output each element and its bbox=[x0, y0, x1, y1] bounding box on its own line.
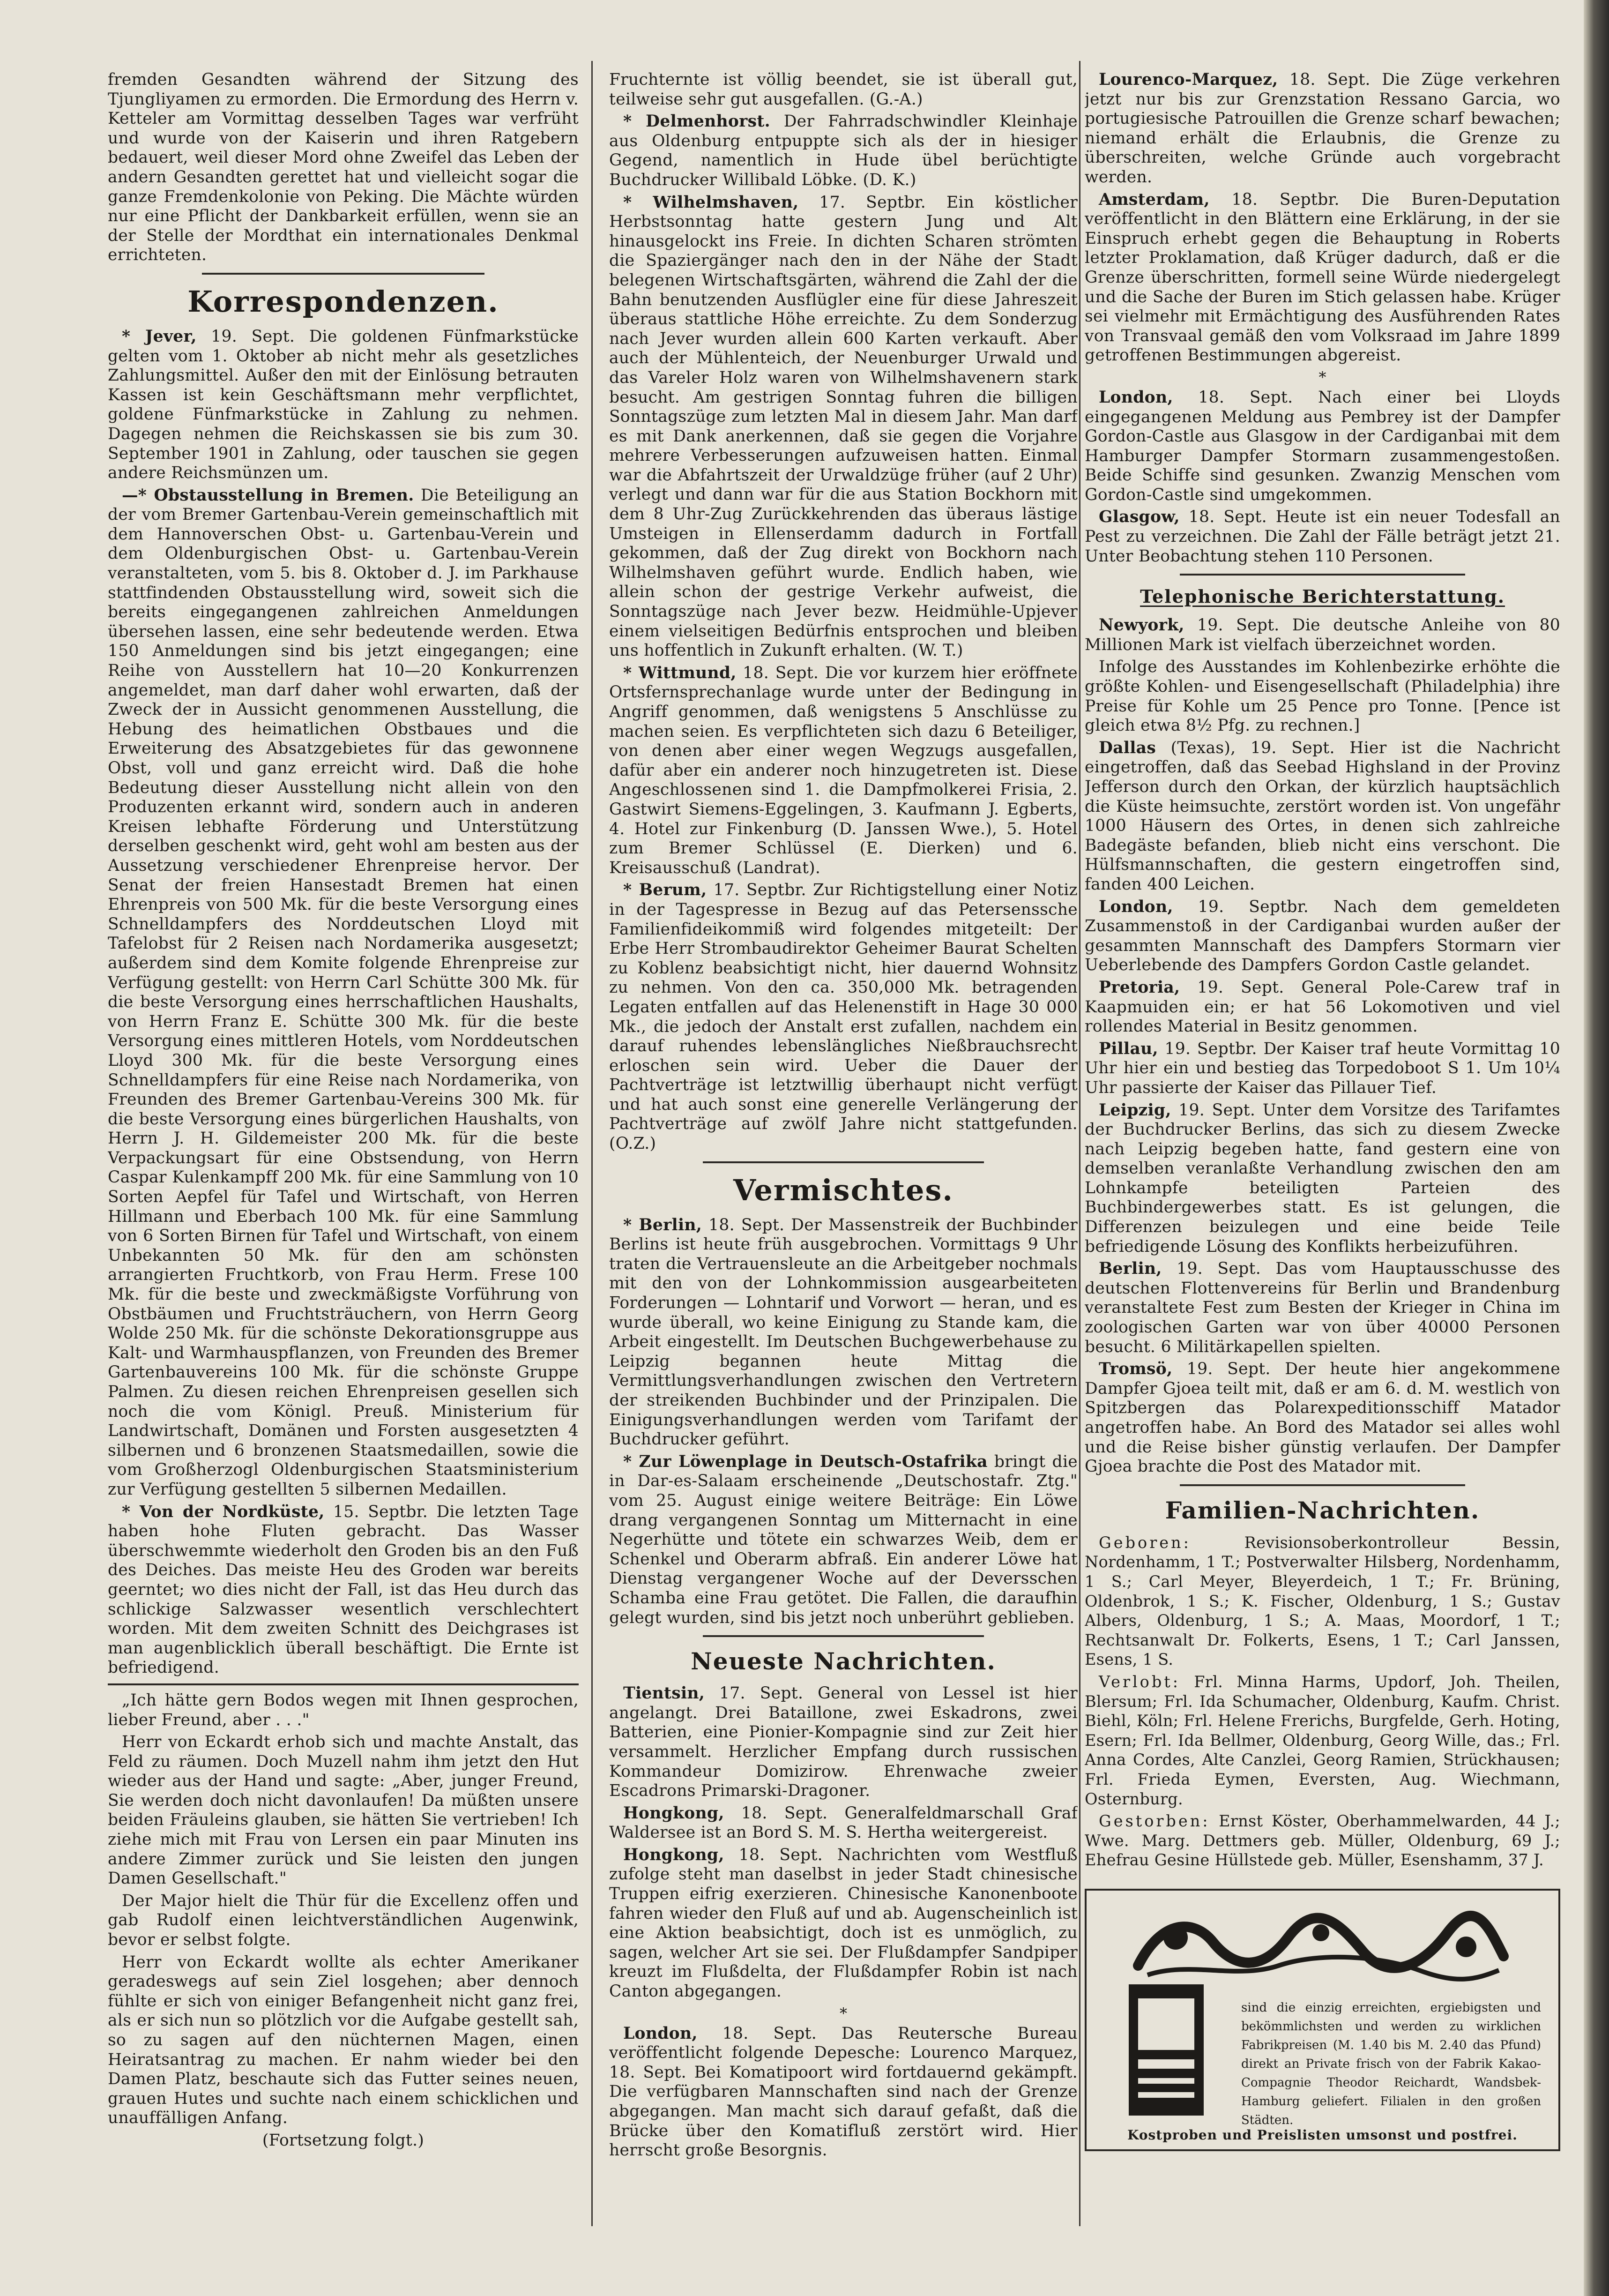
divider bbox=[1180, 1484, 1465, 1486]
dateline: * Berum, bbox=[623, 881, 707, 900]
article-nordkueste bbox=[108, 1503, 579, 1678]
ad-footer-text: Kostproben und Preislisten umsonst und postfrei. bbox=[1127, 2127, 1518, 2143]
dateline: London, bbox=[1099, 388, 1173, 407]
dateline: Lourenco-Marquez, bbox=[1099, 70, 1278, 89]
dateline: London, bbox=[623, 2024, 698, 2043]
article-dallas bbox=[1085, 739, 1560, 895]
article-text: 19. Sept. Die deutsche Anleihe von 80 Millionen Mark ist vielfach überzeichnet worden. bbox=[1085, 616, 1560, 654]
serial-paragraph: Herr von Eckardt erhob sich und machte Anstalt, das Feld zu räumen. Doch Muzell nahm ihm jetzt den Hut wieder aus der Hand und sagte: „Aber, junger Freund, Sie werden doch nicht davonlaufen! Da müßten unsere beiden Fräuleins glauben, sie hätten Sie vertrieben! Ich ziehe mich mit Frau von Lersen ein paar Minuten ins andere Zimmer zurück und Sie leisten den jungen Damen Gesellschaft." bbox=[108, 1733, 579, 1888]
article-continuation: Fruchternte ist völlig beendet, sie ist überall gut, teilweise sehr gut ausgefallen. (G.-A.) bbox=[609, 70, 1078, 109]
dateline: * Wilhelmshaven, bbox=[623, 193, 799, 212]
article-glasgow bbox=[1085, 508, 1560, 566]
notice-text: Ernst Köster, Oberhammelwarden, 44 J.; Wwe. Marg. Dettmers geb. Müller, Oldenburg, 69 J.; Ehefrau Gesine Hüllstede geb. Müller, Esenshamm, 37 J. bbox=[1085, 1812, 1560, 1870]
article-delmenhorst bbox=[609, 112, 1078, 190]
notice-label: Gestorben: bbox=[1099, 1812, 1210, 1831]
divider bbox=[202, 273, 484, 275]
dateline: Tromsö, bbox=[1099, 1360, 1173, 1379]
dateline: —* Obstausstellung in Bremen. bbox=[122, 486, 414, 505]
article-text: Der Fahrradschwindler Kleinhaje aus Oldenburg entpuppte sich als der in hiesiger Gegend, namentlich in Hude übel berüchtigte Buchdrucker Willibald Löbke. (D. K.) bbox=[609, 112, 1078, 189]
dateline: Amsterdam, bbox=[1099, 190, 1210, 209]
section-heading-familien-nachrichten: Familien-Nachrichten. bbox=[1165, 1496, 1480, 1524]
article-text: 19. Septbr. Nach dem gemeldeten Zusammenstoß in der Cardiganbai wurden außer der gesammten Mannschaft des Dampfers Stormarn vier Ueberlebende des Dampfers Gordon Castle gelandet. bbox=[1085, 897, 1560, 975]
section-heading-vermischtes: Vermischtes. bbox=[733, 1173, 953, 1207]
article-text: 15. Septbr. Die letzten Tage haben hohe Fluten gebracht. Das Wasser überschwemmte wiederholt den Groden bis an den Fuß des Deiches. Das meiste Heu des Groden war bereits geerntet; wo dies nicht der Fall, ist das Heu durch das schlickige Salzwasser wesentlich verschlechtert worden. Mit dem zweiten Schnitt des Deichgrases ist man augenblicklich überall beschäftigt. Die Ernte ist befriedigend. bbox=[108, 1502, 579, 1677]
article-text: 18. Sept. Heute ist ein neuer Todesfall an Pest zu verzeichnen. Die Zahl der Fälle beträgt jetzt 21. Unter Beobachtung stehen 110 Personen. bbox=[1085, 508, 1560, 566]
article-wilhelmshaven bbox=[609, 193, 1078, 661]
article-tientsin bbox=[609, 1684, 1078, 1801]
article-hongkong-2 bbox=[609, 1846, 1078, 2002]
dateline: Leipzig, bbox=[1099, 1100, 1171, 1120]
notice-text: Revisionsoberkontrolleur Bessin, Nordenhamm, 1 T.; Postverwalter Hilsberg, Nordenhamm, 1 S.; Carl Meyer, Bleyerdeich, 1 T.; Fr. Brüning, Oldenbrok, 1 S.; K. Fischer, Oldenburg, 1 S.; Gustav Albers, Oldenburg, 1 S.; A. Maas, Moordorf, 1 T.; Rechtsanwalt Dr. Folkerts, Esens, 1 T.; Carl Janssen, Esens, 1 S. bbox=[1085, 1533, 1560, 1669]
article-berum bbox=[609, 881, 1078, 1153]
notice-deaths bbox=[1085, 1811, 1560, 1870]
dateline: Pretoria, bbox=[1099, 978, 1180, 997]
article-text: 19. Septbr. Der Kaiser traf heute Vormittag 10 Uhr hier ein und bestieg das Torpedoboot S 1. Um 10¼ Uhr passierte der Kaiser das Pillauer Tief. bbox=[1085, 1039, 1560, 1097]
article-lourenco-marquez bbox=[1085, 70, 1560, 187]
ad-body-text: sind die einzig erreichten, ergiebigsten und bekömmlichsten und werden zu wirklichen Fabrikpreisen (M. 1.40 bis M. 2.40 das Pfund) direkt an Private frisch von der Fabrik Kakao-Compagnie Theodor Reichardt, Wandsbek-Hamburg geliefert. Filialen in den großen Städten. bbox=[1241, 2000, 1541, 2127]
dateline: * Wittmund, bbox=[623, 663, 737, 682]
notice-text: Frl. Minna Harms, Updorf, Joh. Theilen, Blersum; Frl. Ida Schumacher, Oldenburg, Kaufm. Christ. Biehl, Köln; Frl. Helene Frerichs, Burgfelde, Gerh. Hoting, Esern; Frl. Ida Bellmer, Oldenburg, Georg Wille, das.; Frl. Anna Cordes, Alte Canzlei, Georg Ramien, Strückhausen; Frl. Frieda Eymen, Eversten, Aug. Wiechmann, Osternburg. bbox=[1085, 1672, 1560, 1808]
column-left bbox=[108, 70, 579, 2226]
dateline: London, bbox=[1099, 897, 1173, 916]
article-text: 19. Sept. Der heute hier angekommene Dampfer Gjoea teilt mit, daß er am 6. d. M. westlich von Spitzbergen das Polarexpeditionsschiff Matador angetroffen habe. An Bord des Matador sei alles wohl und die Reise bisher günstig verlaufen. Der Dampfer Gjoea brachte die Post des Matador mit. bbox=[1085, 1360, 1560, 1476]
article-loewenplage bbox=[609, 1452, 1078, 1628]
notice-label: Verlobt: bbox=[1099, 1672, 1181, 1691]
article-text: 18. Sept. Die Züge verkehren jetzt nur bis zur Grenzstation Ressano Garcia, wo portugiesische Patrouillen die Grenze scharf bewachen; niemand erhält die Erlaubnis, die Grenze zu überschreiten, welche Gründe auch vorgebracht werden. bbox=[1085, 70, 1560, 187]
divider bbox=[703, 1635, 984, 1637]
article-text: 18. Sept. Nachrichten vom Westfluß zufolge steht man daselbst in jeder Stadt chinesische Truppen eifrig exerzieren. Chinesische Kanonenboote fahren wieder den Fluß auf und ab. Augenscheinlich ist eine Aktion beabsichtigt, doch ist es unmöglich, zu sagen, welcher Art sie sei. Der Flußdampfer Sandpiper kreuzt im Flußdelta, der Flußdampfer Robin ist nach Canton abgegangen. bbox=[609, 1845, 1078, 2001]
section-heading-korrespondenzen: Korrespondenzen. bbox=[187, 284, 499, 319]
article-london-2 bbox=[1085, 897, 1560, 975]
serial-paragraph: „Ich hätte gern Bodos wegen mit Ihnen gesprochen, lieber Freund, aber . . ." bbox=[108, 1690, 579, 1729]
section-heading-neueste-nachrichten: Neueste Nachrichten. bbox=[691, 1647, 996, 1675]
article-text: 18. Septbr. Die Buren-Deputation veröffentlicht in den Blättern eine Erklärung, in der sie Einspruch erhebt gegen die Behauptung in Roberts letzter Proklamation, daß Krüger dadurch, daß er die Grenze überschritten, formell seine Würde niedergelegt und die Sache der Buren im Stich gelassen habe. Krüger sei vielmehr mit Ermächtigung des Ausführenden Rates von Transvaal gemäß den vom Volksraad im Jahre 1899 getroffenen Bestimmungen abgereist. bbox=[1085, 190, 1560, 365]
column-middle bbox=[609, 70, 1078, 2236]
dateline: Tientsin, bbox=[623, 1684, 705, 1703]
article-tromsoe bbox=[1085, 1360, 1560, 1477]
column-right bbox=[1085, 70, 1560, 2236]
column-rule bbox=[591, 61, 593, 2226]
ad-cocoa-package-image bbox=[1119, 1980, 1213, 2120]
article-text: 17. Sept. General von Lessel ist hier angelangt. Drei Bataillone, zwei Eskadrons, zwei Batterien, eine Pionier-Kompagnie sind zur Zeit hier versammelt. Herzlicher Empfang durch russischen Kommandeur Domizirow. Ehrenwache zweier Escadrons Primarski-Dragoner. bbox=[609, 1684, 1078, 1801]
feuilleton-divider bbox=[108, 1683, 579, 1685]
dateline: * Delmenhorst. bbox=[623, 112, 770, 131]
article-text: 18. Sept. Das Reutersche Bureau veröffentlicht folgende Depesche: Lourenco Marquez, 18. Sept. Bei Komatipoort wird fortdauernd gekämpft. Die verfügbaren Mannschaften sind nach der Grenze abgegangen. Man macht sich darauf gefaßt, daß die Brücke über den Komatifluß zerstört wird. Hier herrscht große Besorgnis. bbox=[609, 2024, 1078, 2160]
serial-continued: (Fortsetzung folgt.) bbox=[262, 2131, 425, 2150]
article-text: 18. Sept. Generalfeldmarschall Graf Waldersee ist an Bord S. M. S. Hertha weitergereist. bbox=[609, 1803, 1078, 1842]
divider bbox=[703, 1161, 984, 1163]
dateline: Berlin, bbox=[1099, 1259, 1162, 1279]
article-text: Die Beteiligung an der vom Bremer Gartenbau-Verein gemeinschaftlich mit dem Hannoverschen Obst- u. Gartenbau-Verein und dem Oldenburgischen Obst- u. Gartenbau-Verein veranstalteten, vom 5. bis 8. Oktober d. J. im Parkhause stattfindenden Obstausstellung wird, soweit sich die bereits eingegangenen zahlreichen Anmeldungen übersehen lassen, eine sehr bedeutende werden. Etwa 150 Anmeldungen sind bis jetzt eingegangen; eine Reihe von Ausstellern hat 10—20 Konkurrenzen angemeldet, man darf daher wohl erwarten, daß der Zweck der in Aussicht genommenen Ausstellung, die Hebung des heimatlichen Obstbaues und die Erweiterung des Absatzgebietes für das gewonnene Obst, voll und ganz erreicht wird. Daß die hohe Bedeutung dieser Ausstellung nicht allein von den Produzenten erkannt wird, sondern auch in anderen Kreisen lebhafte Förderung und Unterstützung derselben geschenkt wird, geht wohl am besten aus der Aussetzung verschiedener Ehrenpreise hervor. Der Senat der freien Hansestadt Bremen hat einen Ehrenpreis von 500 Mk. für die beste Versorgung eines Schnelldampfers des Norddeutschen Lloyd mit Tafelobst für 2 Reisen nach Nordamerika ausgesetzt; außerdem sind dem Komite folgende Ehrenpreise zur Verfügung gestellt: von Herrn Carl Schütte 300 Mk. für die beste Versorgung eines herrschaftlichen Haushalts, von Herrn Franz E. Schütte 300 Mk. für die beste Versorgung eines mittleren Hotels, vom Norddeutschen Lloyd 300 Mk. für die beste Versorgung eines Schnelldampfers für eine Reise nach Nordamerika, von Freunden des Bremer Gartenbau-Vereins 300 Mk. für die beste Versorgung eines bürgerlichen Haushalts, von Herrn J. H. Gildemeister 200 Mk. für die beste Verpackungsart für eine Obstsendung, von Herrn Caspar Kulenkampff 200 Mk. für eine Sammlung von 10 Sorten Aepfel für Tafel und Wirtschaft, von Herren Hillmann und Eberbach 100 Mk. für eine Sammlung von 6 Sorten Birnen für Tafel und Wirtschaft, von einem Unbekannten 50 Mk. für den am schönsten arrangierten Fruchtkorb, von Frau Herm. Frese 100 Mk. für die beste und zweckmäßigste Vorführung von Obstbäumen und Fruchtsträuchern, von Herrn Georg Wolde 250 Mk. für die schönste Dekorationsgruppe aus Kalt- und Warmhauspflanzen, von Freunden des Bremer Gartenbauvereins 100 Mk. für die schönste Gruppe Palmen. Zu diesen reichen Ehrenpreisen gesellen sich noch die vom Königl. Preuß. Ministerium für Landwirtschaft, Domänen und Forsten ausgesetzten 4 silbernen und 6 bronzenen Staatsmedaillen, sowie die vom Großherzogl Oldenburgischen Staatsministerium zur Verfügung gestellten 5 silbernen Medaillen. bbox=[108, 486, 579, 1499]
dateline: * Berlin, bbox=[623, 1215, 702, 1234]
article-text: 18. Sept. Die vor kurzem hier eröffnete Ortsfernsprechanlage wurde unter der Bedingung in Angriff genommen, daß wenigstens 5 Anschlüsse zu machen seien. Es verpflichteten sich dazu 6 Beteiliger, von denen aber einer wegen Wegzugs ausgefallen, dafür aber ein anderer noch hinzugetreten ist. Diese Angeschlossenen sind 1. die Dampfmolkerei Frisia, 2. Gastwirt Siemens-Eggelingen, 3. Kaufmann J. Egberts, 4. Hotel zur Finkenburg (D. Janssen Wwe.), 5. Hotel zum Bremer Schlüssel (E. Dierken) und 6. Kreisausschuß (Landrat). bbox=[609, 663, 1078, 877]
scan-border bbox=[1584, 0, 1609, 2296]
article-text: (Texas), 19. Sept. Hier ist die Nachricht eingetroffen, daß das Seebad Highsland in der Provinz Jefferson durch den Orkan, der kürzlich hauptsächlich die Küste heimsuchte, zerstört worden ist. Von ungefähr 1000 Häusern des Ortes, in denen sich zahlreiche Badegäste befanden, blieb nicht eins verschont. Die Hülfsmannschaften, die gestern eingetroffen sind, fanden 400 Leichen. bbox=[1085, 738, 1560, 894]
advertisement-reichardt-kakao bbox=[1085, 1889, 1560, 2151]
dateline: Pillau, bbox=[1099, 1039, 1158, 1058]
article-newyork-2: Infolge des Ausstandes im Kohlenbezirke erhöhte die größte Kohlen- und Eisengesellschaft (Philadelphia) ihre Preise für Kohle um 25 Pence pro Tonne. [Pence ist gleich etwa 8½ Pfg. zu rechnen.] bbox=[1085, 658, 1560, 735]
article-intro: fremden Gesandten während der Sitzung des Tjungliyamen zu ermorden. Die Ermordung des Herrn v. Ketteler am Vormittag desselben Tages war verfrüht und wurde von der Kaiserin und ihren Ratgebern bedauert, weil dieser Mord ohne Zweifel das Leben der andern Gesandten gerettet hat und vielleicht sogar die ganze Fremdenkolonie von Peking. Die Mächte würden nur eine Pflicht der Dankbarkeit erfüllen, wenn sie an der Stelle der Mordthat ein internationales Denkmal errichteten. bbox=[108, 70, 579, 265]
notice-label: Geboren: bbox=[1099, 1533, 1191, 1552]
article-amsterdam bbox=[1085, 190, 1560, 366]
article-text: 19. Sept. Unter dem Vorsitze des Tarifamtes der Buchdrucker Berlins, das sich zu diesem Zwecke nach Leipzig begeben hatte, fand gestern eine von demselben veranlaßte Verhandlung zwischen den am Lohnkampfe beteiligten Parteien des Buchbindergewerbes statt. Es ist gelungen, die Differenzen beizulegen und eine beide Teile befriedigende Lösung des Konflikts herbeizuführen. bbox=[1085, 1100, 1560, 1256]
article-obstausstellung bbox=[108, 486, 579, 1500]
article-hongkong-1 bbox=[609, 1804, 1078, 1843]
article-text: 19. Sept. Die goldenen Fünfmarkstücke gelten vom 1. Oktober ab nicht mehr als gesetzliches Zahlungsmittel. Außer den mit der Einlösung betrauten Kassen ist kein Geschäftsmann mehr verpflichtet, goldene Fünfmarkstücke in Zahlung zu nehmen. Dagegen nehmen die Reichskassen sie bis zum 30. September 1901 in Zahlung, oder tauschen sie gegen andere Reichsmünzen um. bbox=[108, 327, 579, 483]
notice-births bbox=[1085, 1533, 1560, 1669]
serial-paragraph: Herr von Eckardt wollte als echter Amerikaner geradeswegs auf sein Ziel losgehen; aber dennoch fühlte er sich von einiger Befangenheit nicht ganz frei, als er sich nun so plötzlich vor die Aufgabe gestellt sah, so zu sagen auf den nüchternen Magen, einen Heiratsantrag zu machen. Er nahm wieder bei den Damen Platz, beschaute sich das Futter seines neuen, grauen Hutes und suchte nach einem schicklichen und unauffälligen Anfang. bbox=[108, 1952, 579, 2128]
dateline: Newyork, bbox=[1099, 616, 1184, 635]
notice-engagements bbox=[1085, 1672, 1560, 1809]
dateline: Dallas bbox=[1099, 738, 1156, 757]
ad-script-logo bbox=[1119, 1909, 1513, 1989]
dateline: * Zur Löwenplage in Deutsch-Ostafrika bbox=[623, 1452, 988, 1471]
article-leipzig bbox=[1085, 1101, 1560, 1257]
article-wittmund bbox=[609, 664, 1078, 878]
article-text: bringt die in Dar-es-Salaam erscheinende „Deutschostafr. Ztg." vom 25. August einige weitere Beiträge: Ein Löwe drang vergangenen Sonntag um Mitternacht in eine Negerhütte und tötete ein schwarzes Weib, dem er Schenkel und Oberarm abfraß. Ein anderer Löwe hat Dienstag vergangener Woche auf der Deversschen Schamba eine Frau getötet. Die Fallen, die daraufhin gelegt wurden, sind bis jetzt noch unberührt geblieben. bbox=[609, 1452, 1078, 1627]
article-pillau bbox=[1085, 1040, 1560, 1098]
article-jever bbox=[108, 327, 579, 483]
separator-asterisk: * bbox=[840, 2004, 847, 2022]
article-text: 17. Septbr. Ein köstlicher Herbstsonntag hatte gestern Jung und Alt hinausgelockt ins Freie. In dichten Scharen strömten die Spaziergänger nach den in der Nähe der Stadt belegenen Wirtschaftsgärten, während die Zahl der die Bahn benutzenden Ausflügler eine für diese Jahreszeit überaus stattliche Höhe erreichte. Zu dem Sonderzug nach Jever wurden allein 600 Karten verkauft. Aber auch der Mühlenteich, der Neuenburger Urwald und das Vareler Holz waren von Wilhelmshavenern stark besucht. Am gestrigen Sonntag fuhren die billigen Sonntagszüge zum letzten Mal in diesem Jahr. Man darf es mit Dank anerkennen, daß sie gegen die Vorjahre mehrere Verbesserungen aufzuweisen hatten. Einmal war die Abfahrtszeit der Urwaldzüge früher (auf 2 Uhr) verlegt und dann war für die aus Station Bockhorn mit dem 8 Uhr-Zug Zurückkehrenden das überaus lästige Umsteigen in Ellenserdamm dadurch in Fortfall gekommen, daß der Zug direkt von Bockhorn nach Wilhelmshaven geführt wurde. Endlich haben, wie allein schon der gestrige Verkehr aufweist, die Sonntagszüge nach Jever bezw. Heidmühle-Upjever einem vielseitigen Bedürfnis entsprochen und bleiben uns hoffentlich in Zukunft erhalten. (W. T.) bbox=[609, 193, 1078, 660]
dateline: * Jever, bbox=[122, 327, 197, 346]
family-notices bbox=[1085, 1533, 1560, 1870]
serial-paragraph: Der Major hielt die Thür für die Excellenz offen und gab Rudolf einen leichtverständlichen Augenwink, bevor er selbst folgte. bbox=[108, 1891, 579, 1950]
divider bbox=[1180, 574, 1465, 576]
article-pretoria bbox=[1085, 978, 1560, 1037]
article-london bbox=[1085, 388, 1560, 505]
article-text: 19. Sept. General Pole-Carew traf in Kaapmuiden ein; er hat 56 Lokomotiven und viel rollendes Material in Besitz genommen. bbox=[1085, 978, 1560, 1036]
article-berlin bbox=[1085, 1259, 1560, 1357]
article-text: 18. Sept. Nach einer bei Lloyds eingegangenen Meldung aus Pembrey ist der Dampfer Gordon-Castle aus Glasgow in der Cardiganbai mit dem Hamburger Dampfer Stormarn zusammengestoßen. Beide Schiffe sind gesunken. Zwanzig Menschen vom Gordon-Castle sind umgekommen. bbox=[1085, 388, 1560, 504]
article-text: 19. Sept. Das vom Hauptausschusse des deutschen Flottenvereins für Berlin und Brandenburg veranstaltete Fest zum Besten der Krieger in China im zoologischen Garten war von über 40000 Personen besucht. 6 Militärkapellen spielten. bbox=[1085, 1259, 1560, 1356]
article-text: 18. Sept. Der Massenstreik der Buchbinder Berlins ist heute früh ausgebrochen. Vormittags 9 Uhr traten die Vertrauensleute an die Arbeitgeber nochmals mit den von der Lohnkommission ausgearbeiteten Forderungen — Lohntarif und Vorwort — heran, und es wurde überall, wo keine Einigung zu Stande kam, die Arbeit eingestellt. Im Deutschen Buchgewerbehause zu Leipzig begannen heute Mittag die Vermittlungsverhandlungen zwischen den Vertretern der streikenden Buchbinder und der Prinzipalen. Die Einigungsverhandlungen werden vom Tarifamt der Buchdrucker geführt. bbox=[609, 1215, 1078, 1449]
article-newyork bbox=[1085, 616, 1560, 655]
dateline: Glasgow, bbox=[1099, 508, 1180, 527]
separator-asterisk: * bbox=[1318, 368, 1326, 386]
article-text: 17. Septbr. Zur Richtigstellung einer Notiz in der Tagespresse in Bezug auf das Petersenssche Familienfideikommiß wird folgendes mitgeteilt: Der Erbe Herr Strombaudirektor Geheimer Baurat Schelten zu Koblenz beabsichtigt nicht, hier dauernd Wohnsitz zu nehmen. Von den ca. 350,000 Mk. betragenden Legaten entfallen auf das Helenenstift in Hage 30 000 Mk., die jedoch der Anstalt erst zufallen, nachdem ein darauf ruhendes lebenslängliches Nießbrauchsrecht erloschen sein wird. Ueber die Dauer der Pachtverträge ist letztwillig überhaupt nicht verfügt und hat auch sonst eine generelle Verlängerung der Pachtverträge auf zwölf Jahre nicht stattgefunden. (O.Z.) bbox=[609, 881, 1078, 1153]
dateline: Hongkong, bbox=[623, 1845, 724, 1864]
dateline: Hongkong, bbox=[623, 1803, 724, 1823]
article-berlin bbox=[609, 1216, 1078, 1450]
column-rule bbox=[1079, 61, 1080, 2226]
section-heading-telephonische-berichterstattung: Telephonische Berichterstattung. bbox=[1140, 586, 1505, 607]
article-london bbox=[609, 2024, 1078, 2161]
dateline: * Von der Nordküste, bbox=[122, 1502, 325, 1521]
